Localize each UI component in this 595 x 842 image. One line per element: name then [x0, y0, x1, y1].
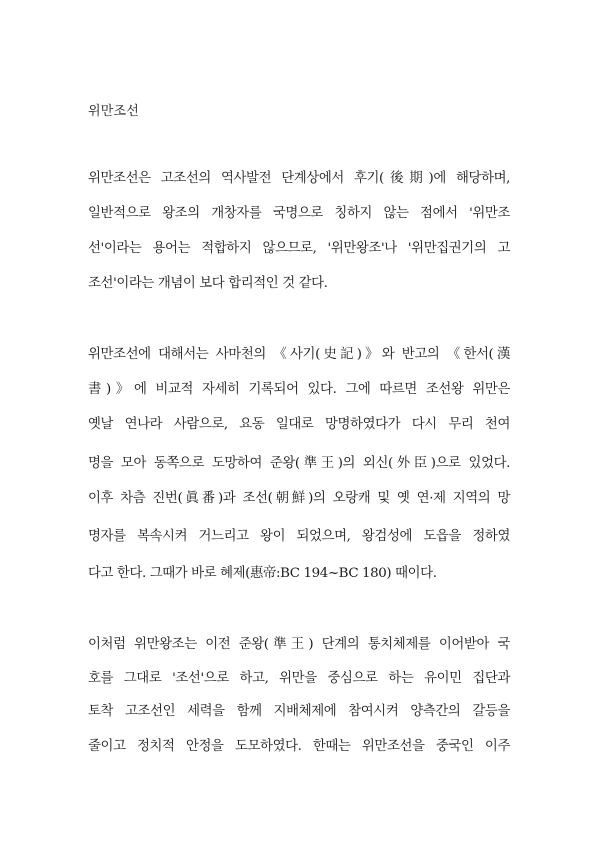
paragraph-2-line-1: 위만조선에 대해서는 사마천의 《사기(史記)》와 반고의 《한서(漢: [88, 347, 510, 362]
paragraph-3-line-4: 줄이고 정치적 안정을 도모하였다. 한때는 위만조선을 중국인 이주: [88, 739, 510, 754]
paragraph-3-line-3: 토착 고조선인 세력을 함께 지배체제에 참여시켜 양측간의 갈등을: [88, 704, 510, 719]
paragraph-2-line-6: 명자를 복속시켜 거느리고 왕이 되었으며, 왕검성에 도읍을 정하였: [88, 529, 510, 544]
paragraph-2-line-3: 옛날 연나라 사람으로, 요동 일대로 망명하였다가 다시 무리 천여: [88, 417, 510, 432]
paragraph-1-line-2: 일반적으로 왕조의 개창자를 국명으로 칭하지 않는 점에서 '위만조: [88, 206, 510, 221]
paragraph-1-line-1: 위만조선은 고조선의 역사발전 단계상에서 후기(後期)에 해당하며,: [88, 171, 510, 186]
paragraph-2-line-2: 書)》에 비교적 자세히 기록되어 있다. 그에 따르면 조선왕 위만은: [88, 382, 510, 397]
paragraph-3-line-1: 이처럼 위만왕조는 이전 준왕(準王) 단계의 통치체제를 이어받아 국: [88, 637, 510, 652]
document-title: 위만조선: [88, 104, 140, 119]
paragraph-2-line-4: 명을 모아 동쪽으로 도망하여 준왕(準王)의 외신(外臣)으로 있었다.: [88, 456, 510, 471]
paragraph-1-line-4: 조선'이라는 개념이 보다 합리적인 것 같다.: [88, 276, 328, 291]
paragraph-2-line-5: 이후 차츰 진번(眞番)과 조선(朝鮮)의 오랑캐 및 옛 연·제 지역의 망: [88, 491, 510, 506]
paragraph-1-line-3: 선'이라는 용어는 적합하지 않으므로, '위만왕조'나 '위만집권기의 고: [88, 241, 510, 256]
paragraph-2-line-7: 다고 한다. 그때가 바로 혜제(惠帝:BC 194~BC 180) 때이다.: [88, 566, 437, 581]
paragraph-3-line-2: 호를 그대로 '조선'으로 하고, 위만을 중심으로 하는 유이민 집단과: [88, 671, 510, 686]
